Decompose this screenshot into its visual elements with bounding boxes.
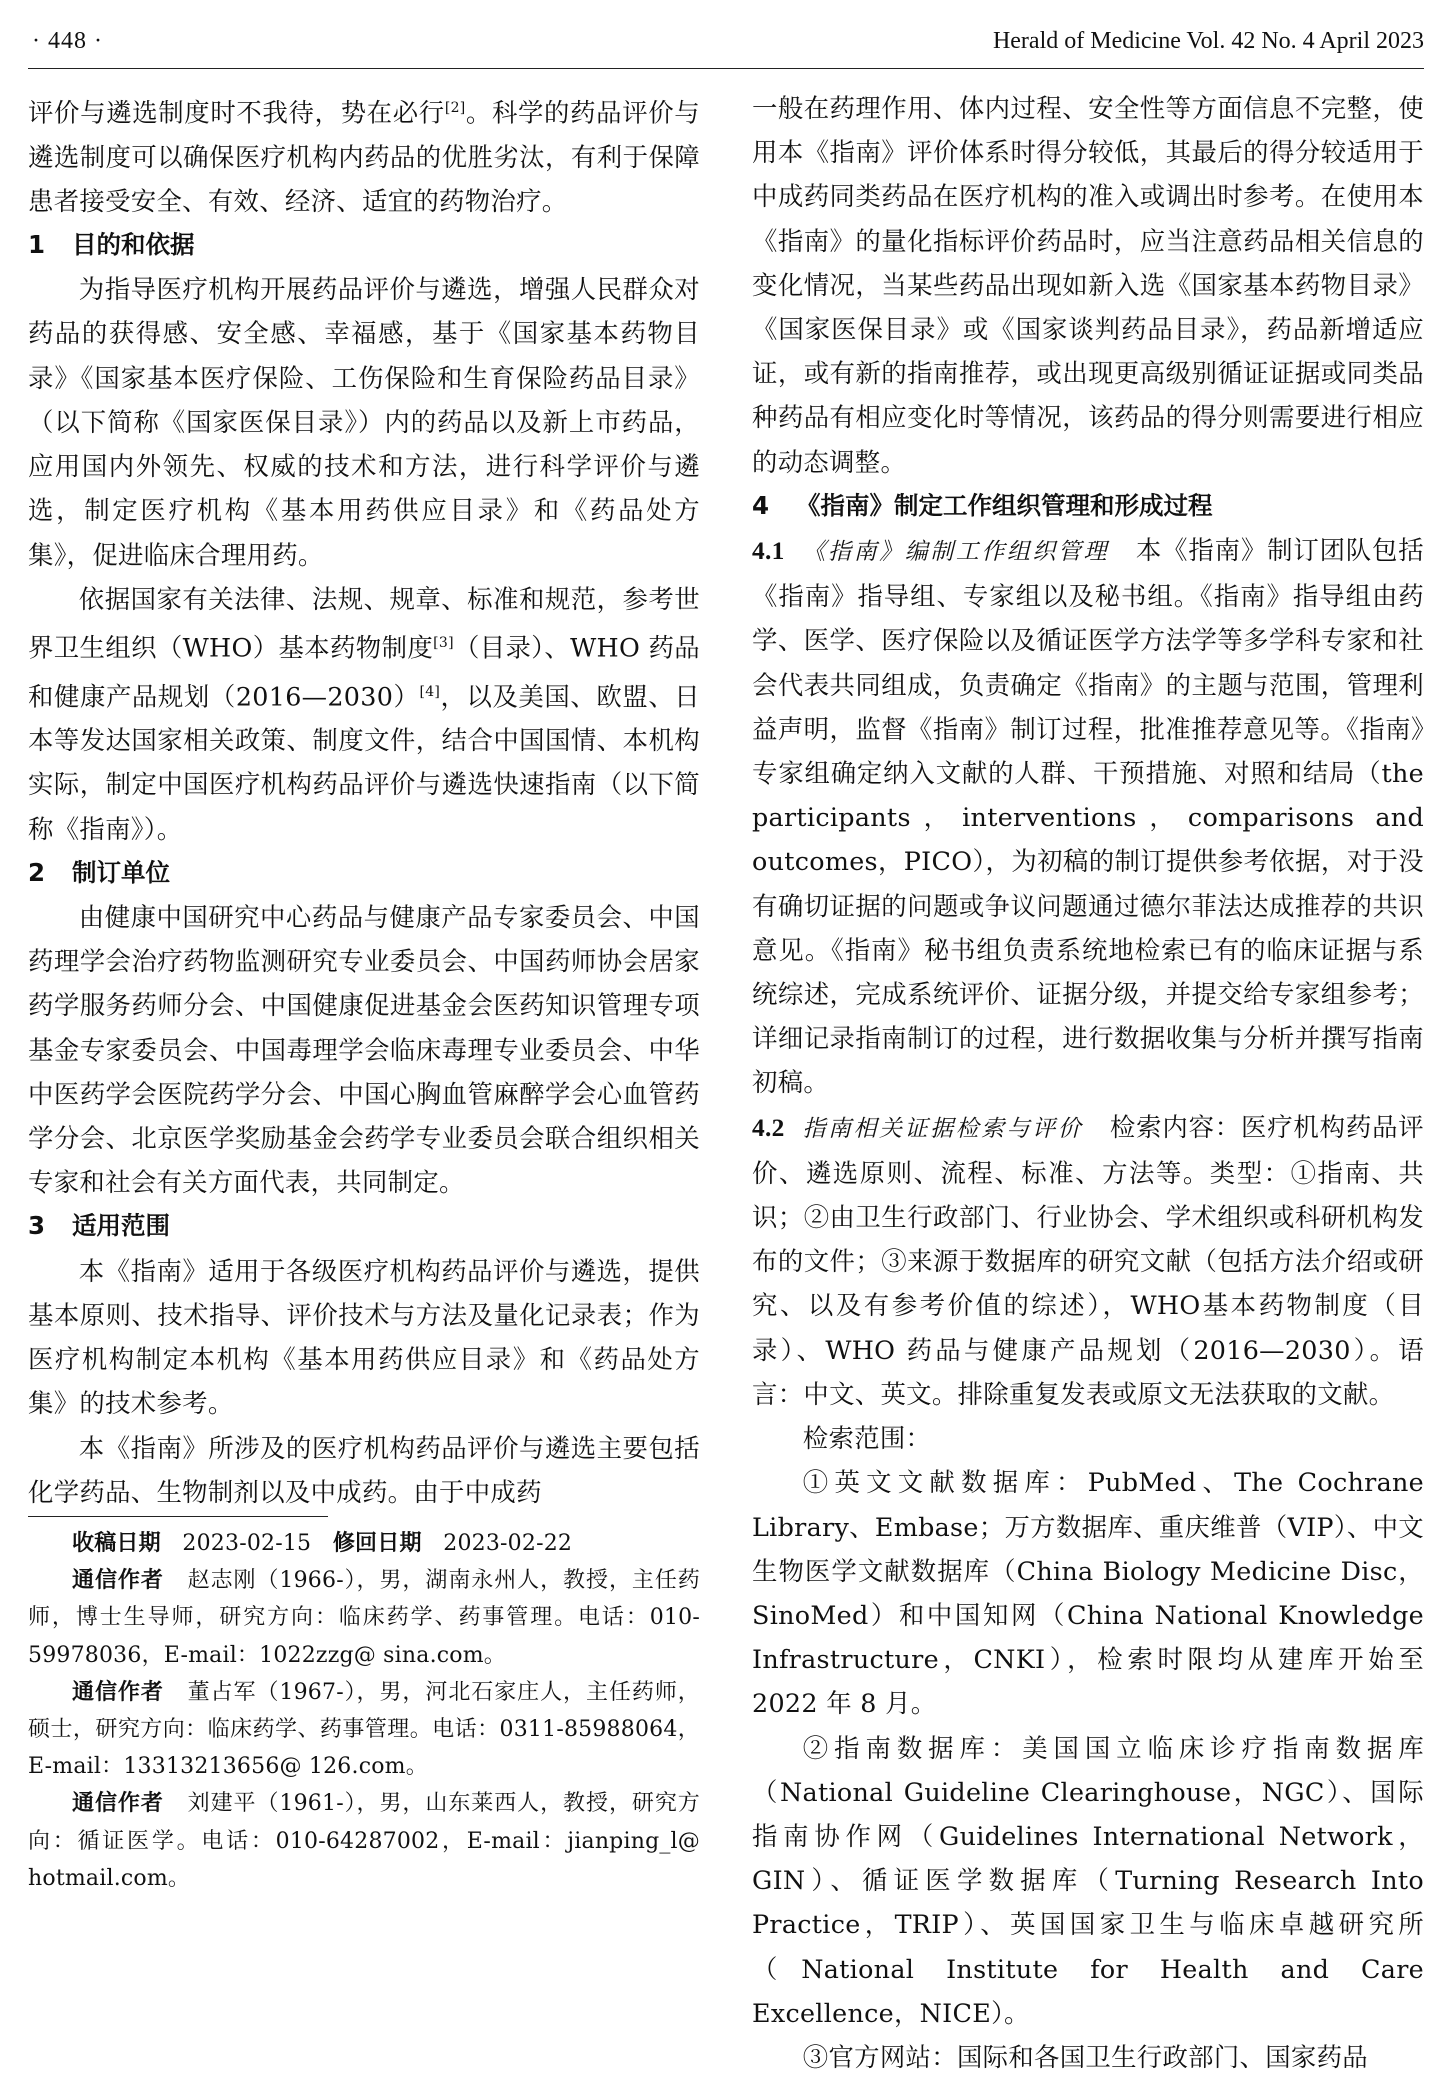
subsection-title: 指南相关证据检索与评价 bbox=[802, 1115, 1084, 1142]
footnote-divider bbox=[28, 1516, 328, 1517]
citation-ref: [3] bbox=[433, 634, 454, 651]
search-scope-item-1: ①英文文献数据库：PubMed、The Cochrane Library、Embase；万方数据库、重庆维普（VIP）、中文生物医学文献数据库（China Biology Medicine Disc，SinoMed）和中国知网（China National Knowledge Infrastructure，CNKI），检索时限均从建库开始至 2022 年 8 月。 bbox=[752, 1467, 1424, 1719]
footnote-author-1: 通信作者 赵志刚（1966-），男，湖南永州人，教授，主任药师，博士生导师，研究方向：临床药学、药事管理。电话：010-59978036，E-mail：1022zzg@ sina.com。 bbox=[28, 1568, 700, 1668]
continued-paragraph: 一般在药理作用、体内过程、安全性等方面信息不完整，使用本《指南》评价体系时得分较低，其最后的得分较适用于中成药同类药品在医疗机构的准入或调出时参考。在使用本《指南》的量化指标评价药品时，应当注意药品相关信息的变化情况，当某些药品出现如新入选《国家基本药物目录》《国家医保目录》或《国家谈判药品目录》，药品新增适应证，或有新的指南推荐，或出现更高级别循证证据或同类品种药品有相应变化时等情况，该药品的得分则需要进行相应的动态调整。 bbox=[752, 93, 1424, 477]
subsection-4-1: 4.1 《指南》编制工作组织管理 本《指南》制订团队包括《指南》指导组、专家组以及秘书组。《指南》指导组由药学、医学、医疗保险以及循证医学方法学等多学科专家和社会代表共同组成，负责确定《指南》的主题与范围，管理利益声明，监督《指南》制订过程，批准推荐意见等。《指南》专家组确定纳入文献的人群、干预措施、对照和结局（the participants，interventions，comparisons and outcomes，PICO），为初稿的制订提供参考依据，对于没有确切证据的问题或争议问题通过德尔菲法达成推荐的共识意见。《指南》秘书组负责系统地检索已有的临床证据与系统综述，完成系统评价、证据分级，并提交给专家组参考；详细记录指南制订的过程，进行数据收集与分析并撰写指南初稿。 bbox=[752, 535, 1424, 1098]
intro-paragraph: 评价与遴选制度时不我待，势在必行[2]。科学的药品评价与遴选制度可以确保医疗机构内药品的优胜劣汰，有利于保障患者接受安全、有效、经济、适宜的药物治疗。 bbox=[28, 97, 700, 216]
section-1-paragraph-1: 为指导医疗机构开展药品评价与遴选，增强人民群众对药品的获得感、安全感、幸福感，基于《国家基本药物目录》《国家基本医疗保险、工伤保险和生育保险药品目录》（以下简称《国家医保目录》）内的药品以及新上市药品，应用国内外领先、权威的技术和方法，进行科学评价与遴选，制定医疗机构《基本用药供应目录》和《药品处方集》，促进临床合理用药。 bbox=[28, 274, 700, 570]
subsection-4-2: 4.2 指南相关证据检索与评价 检索内容：医疗机构药品评价、遴选原则、流程、标准、方法等。类型：①指南、共识；②由卫生行政部门、行业协会、学术组织或科研机构发布的文件；③来源于数据库的研究文献（包括方法介绍或研究、以及有参考价值的综述），WHO基本药物制度（目录）、WHO 药品与健康产品规划（2016—2030）。语言：中文、英文。排除重复发表或原文无法获取的文献。 bbox=[752, 1111, 1424, 1409]
section-3-paragraph-1: 本《指南》适用于各级医疗机构药品评价与遴选，提供基本原则、技术指导、评价技术与方法及量化记录表；作为医疗机构制定本机构《基本用药供应目录》和《药品处方集》的技术参考。 bbox=[28, 1255, 700, 1419]
citation-ref: [2] bbox=[444, 100, 466, 116]
section-heading-3: 3 适用范围 bbox=[28, 1211, 170, 1241]
page-number: · 448 · bbox=[32, 28, 103, 54]
subsection-title: 《指南》编制工作组织管理 bbox=[802, 539, 1110, 566]
citation-ref: [4] bbox=[419, 683, 441, 700]
subsection-number: 4.2 bbox=[752, 1113, 785, 1142]
section-3-paragraph-2: 本《指南》所涉及的医疗机构药品评价与遴选主要包括化学药品、生物制剂以及中成药。由于中成药 bbox=[28, 1432, 700, 1507]
footnote-author-3: 通信作者 刘建平（1961-），男，山东莱西人，教授，研究方向：循证医学。电话：010-64287002，E-mail：jianping_l@ hotmail.com。 bbox=[28, 1791, 700, 1891]
running-header bbox=[28, 22, 1424, 69]
section-heading-1: 1 目的和依据 bbox=[28, 230, 195, 260]
section-heading-2: 2 制订单位 bbox=[28, 857, 170, 887]
search-scope-label: 检索范围： bbox=[802, 1423, 932, 1454]
footnote-dates: 收稿日期 2023-02-15 修回日期 2023-02-22 bbox=[72, 1530, 573, 1556]
section-heading-4: 4 《指南》制定工作组织管理和形成过程 bbox=[752, 490, 1213, 520]
right-column bbox=[752, 86, 1424, 2079]
section-1-paragraph-2: 依据国家有关法律、法规、规章、标准和规范，参考世界卫生组织（WHO）基本药物制度[3]（目录）、WHO 药品和健康产品规划（2016—2030）[4]，以及美国、欧盟、日本等发达国家相关政策、制度文件，结合中国国情、本机构实际，制定中国医疗机构药品评价与遴选快速指南（以下简称《指南》）。 bbox=[28, 583, 700, 844]
section-2-paragraph: 由健康中国研究中心药品与健康产品专家委员会、中国药理学会治疗药物监测研究专业委员会、中国药师协会居家药学服务药师分会、中国健康促进基金会医药知识管理专项基金专家委员会、中国毒理学会临床毒理专业委员会、中华中医药学会医院药学分会、中国心胸血管麻醉学会心血管药学分会、北京医学奖励基金会药学专业委员会联合组织相关专家和社会有关方面代表，共同制定。 bbox=[28, 902, 700, 1198]
subsection-number: 4.1 bbox=[752, 537, 785, 566]
footnote-author-2: 通信作者 董占军（1967-），男，河北石家庄人，主任药师，硕士，研究方向：临床药学、药事管理。电话：0311-85988064，E-mail：13313213656@ 126.com。 bbox=[28, 1679, 700, 1780]
search-scope-item-2: ②指南数据库：美国国立临床诊疗指南数据库（National Guideline Clearinghouse，NGC）、国际指南协作网（Guidelines International Network，GIN）、循证医学数据库（Turning Research Into Practice，TRIP）、英国国家卫生与临床卓越研究所（National Institute for Health and Care Excellence，NICE）。 bbox=[752, 1732, 1424, 2028]
journal-citation: Herald of Medicine Vol. 42 No. 4 April 2023 bbox=[992, 28, 1424, 54]
left-column bbox=[28, 86, 700, 1897]
search-scope-item-3: ③官方网站：国际和各国卫生行政部门、国家药品 bbox=[802, 2041, 1368, 2072]
